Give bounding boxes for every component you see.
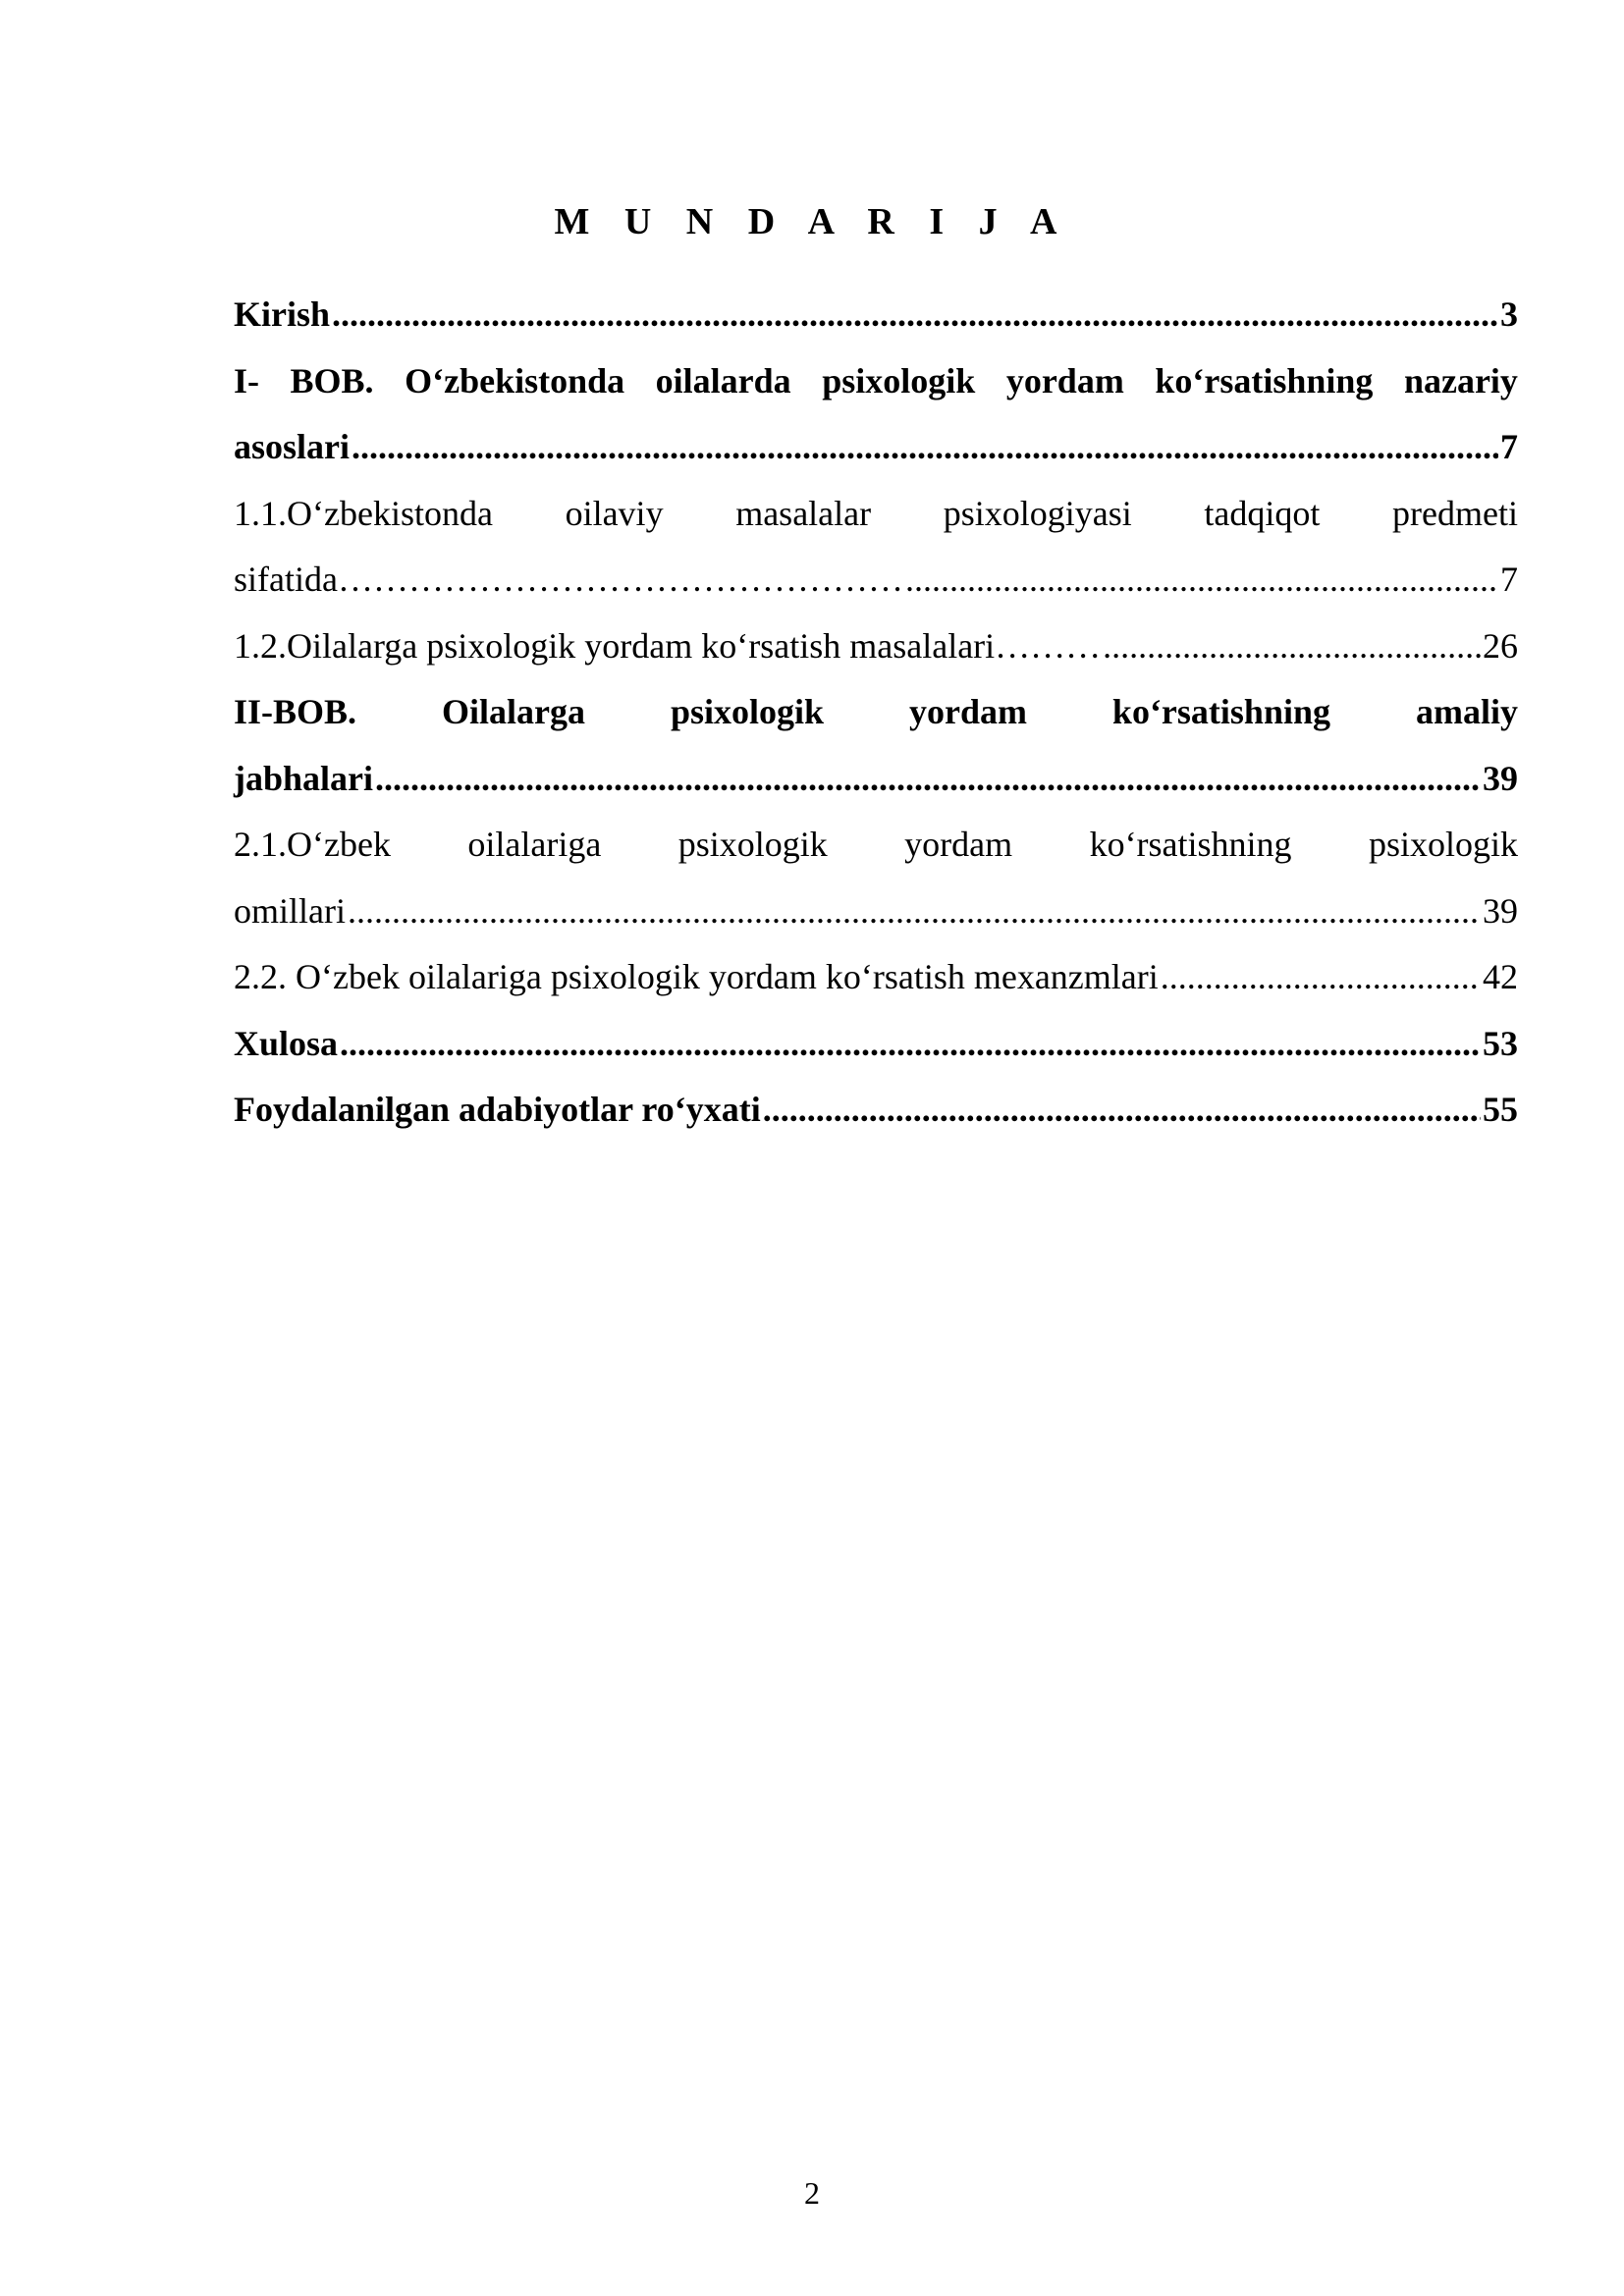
toc-entry-page: 55 [1483, 1090, 1518, 1129]
toc-word: psixologik [677, 825, 828, 864]
dot-leader [340, 1011, 1481, 1078]
toc-entry-chapter-1-line-2[interactable] [234, 414, 1518, 481]
toc-entry-page: 7 [1500, 427, 1518, 466]
toc-word: 1.1.O‘zbekistonda [234, 493, 493, 533]
toc-entry-label: 1.2.Oilalarga psixologik yordam ko‘rsatish masalalari [234, 625, 996, 666]
toc-entry-label: sifatida [234, 560, 338, 599]
toc-entry-page: 39 [1483, 758, 1518, 798]
toc-word: psixologik [670, 692, 825, 731]
dot-leader [348, 879, 1481, 945]
page-title: M U N D A R I J A [554, 201, 1070, 242]
toc-entry-page: 39 [1483, 890, 1518, 931]
toc-entry-label: jabhalari [234, 758, 374, 798]
page-number: 2 [804, 2175, 820, 2211]
toc-entry-page: 3 [1500, 294, 1518, 334]
toc-word: nazariy [1403, 360, 1518, 400]
toc-entry-label: asoslari [234, 427, 351, 466]
toc-word: ko‘rsatishning [1155, 360, 1374, 400]
dot-leader [1161, 944, 1481, 1011]
toc-word: O‘zbekistonda [405, 360, 625, 400]
toc-entry-section-1-1-line-2[interactable] [234, 547, 1518, 614]
toc-entry-page: 26 [1483, 625, 1518, 666]
toc-word: predmeti [1392, 493, 1518, 533]
toc-word: psixologik [822, 360, 976, 400]
toc-word: tadqiqot [1204, 493, 1321, 533]
dot-leader [332, 282, 1498, 348]
toc-word: yordam [1005, 360, 1124, 400]
toc-entry-section-2-1-line-1[interactable] [234, 812, 1518, 879]
toc-entry-label: Foydalanilgan adabiyotlar ro‘yxati [234, 1090, 761, 1129]
toc-word: oilaviy [565, 493, 664, 533]
dot-leader [905, 547, 1498, 614]
dot-leader [375, 746, 1481, 813]
toc-word: I- [234, 360, 259, 400]
toc-word: psixologik [1368, 825, 1518, 864]
toc-word: ko‘rsatishning [1089, 825, 1292, 864]
toc-word: BOB. [290, 360, 374, 400]
toc-entry-label: omillari [234, 890, 346, 931]
toc-entry-chapter-1-line-1[interactable] [234, 348, 1518, 415]
toc-entry-section-1-2[interactable] [234, 614, 1518, 680]
toc-entry-chapter-2-line-2[interactable] [234, 746, 1518, 813]
toc-entry-label: Kirish [234, 294, 331, 334]
dot-leader [1103, 614, 1481, 680]
toc-entry-xulosa[interactable] [234, 1011, 1518, 1078]
toc-entry-label: Xulosa [234, 1023, 339, 1063]
toc-entry-chapter-2-line-1[interactable] [234, 679, 1518, 746]
toc-word: oilalarda [655, 360, 791, 400]
toc-entry-page: 42 [1483, 957, 1518, 996]
table-of-contents [234, 282, 1518, 1144]
toc-word: oilalariga [467, 825, 602, 864]
toc-word: II-BOB. [234, 692, 357, 731]
toc-word: psixologiyasi [943, 493, 1132, 533]
toc-word: 2.1.O‘zbek [234, 825, 391, 864]
toc-word: amaliy [1415, 692, 1518, 731]
toc-word: yordam [908, 692, 1027, 731]
toc-entry-page: 53 [1483, 1023, 1518, 1063]
ellipsis-leader: ……… [995, 625, 1102, 666]
toc-entry-label: 2.2. O‘zbek oilalariga psixologik yordam ko‘rsatish mexanzmlari [234, 957, 1159, 996]
ellipsis-leader: ………………………………………… [337, 560, 903, 599]
toc-entry-section-2-1-line-2[interactable] [234, 879, 1518, 945]
toc-entry-page: 7 [1500, 560, 1518, 599]
toc-entry-kirish[interactable] [234, 282, 1518, 348]
dot-leader [763, 1077, 1481, 1144]
toc-entry-section-1-1-line-1[interactable] [234, 481, 1518, 548]
toc-word: yordam [904, 825, 1013, 864]
toc-word: ko‘rsatishning [1111, 692, 1330, 731]
toc-entry-references[interactable] [234, 1077, 1518, 1144]
toc-word: masalalar [735, 493, 872, 533]
toc-entry-section-2-2[interactable] [234, 944, 1518, 1011]
toc-word: Oilalarga [442, 692, 585, 731]
dot-leader [352, 414, 1498, 481]
